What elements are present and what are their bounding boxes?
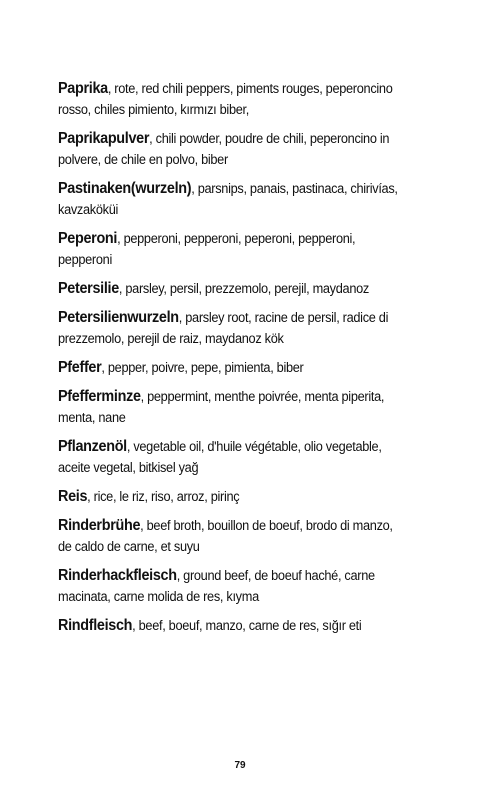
entry-term: Reis bbox=[58, 488, 88, 505]
entry-term: Pastinaken(wurzeln) bbox=[58, 180, 192, 197]
entry-translations: , pepper, poivre, pepe, pimienta, biber bbox=[101, 360, 304, 376]
glossary-entry bbox=[58, 178, 405, 221]
entry-translations: , vegetable oil, d'huile végétable, olio vegetable, aceite vegetal, bitkisel yağ bbox=[58, 439, 382, 476]
glossary-entry bbox=[58, 78, 405, 121]
entry-translations: , beef, boeuf, manzo, carne de res, sığır eti bbox=[132, 618, 362, 634]
glossary-entry bbox=[58, 615, 405, 637]
glossary-entry bbox=[58, 128, 405, 171]
entry-translations: , peppermint, menthe poivrée, menta piperita, menta, nane bbox=[58, 389, 385, 426]
entry-term: Rinderhackfleisch bbox=[58, 567, 177, 584]
page-number: 79 bbox=[234, 760, 246, 771]
glossary-entry bbox=[58, 486, 405, 508]
entry-term: Petersilienwurzeln bbox=[58, 309, 179, 326]
glossary-entry bbox=[58, 515, 405, 558]
entry-term: Pfeffer bbox=[58, 359, 102, 376]
entry-term: Rindfleisch bbox=[58, 617, 133, 634]
entry-translations: , parsley, persil, prezzemolo, perejil, maydanoz bbox=[118, 281, 369, 297]
entry-translations: , ground beef, de boeuf haché, carne macinata, carne molida de res, kıyma bbox=[58, 568, 375, 605]
entry-translations: , pepperoni, pepperoni, peperoni, pepperoni, pepperoni bbox=[58, 231, 356, 268]
glossary-entry bbox=[58, 278, 405, 300]
entry-term: Rinderbrühe bbox=[58, 517, 141, 534]
entry-translations: , parsnips, panais, pastinaca, chirivías, kavzaköküi bbox=[58, 181, 398, 218]
glossary-entry bbox=[58, 436, 405, 479]
entry-translations: , rice, le riz, riso, arroz, pirinç bbox=[87, 489, 240, 505]
glossary-entry bbox=[58, 228, 405, 271]
glossary-entry bbox=[58, 386, 405, 429]
glossary-entries bbox=[58, 78, 406, 644]
entry-translations: , parsley root, racine de persil, radice di prezzemolo, perejil de raiz, maydanoz kök bbox=[58, 310, 389, 347]
entry-term: Paprikapulver bbox=[58, 130, 150, 147]
glossary-entry bbox=[58, 357, 405, 379]
entry-term: Peperoni bbox=[58, 230, 118, 247]
glossary-entry bbox=[58, 307, 405, 350]
entry-term: Pfefferminze bbox=[58, 388, 141, 405]
entry-term: Paprika bbox=[58, 80, 108, 97]
glossary-entry bbox=[58, 565, 405, 608]
entry-term: Petersilie bbox=[58, 280, 119, 297]
entry-translations: , beef broth, bouillon de boeuf, brodo di manzo, de caldo de carne, et suyu bbox=[58, 518, 393, 555]
entry-translations: , chili powder, poudre de chili, peperoncino in polvere, de chile en polvo, biber bbox=[58, 131, 390, 168]
entry-translations: , rote, red chili peppers, piments rouges, peperoncino rosso, chiles pimiento, kırmızı biber, bbox=[58, 81, 393, 118]
entry-term: Pflanzenöl bbox=[58, 438, 127, 455]
